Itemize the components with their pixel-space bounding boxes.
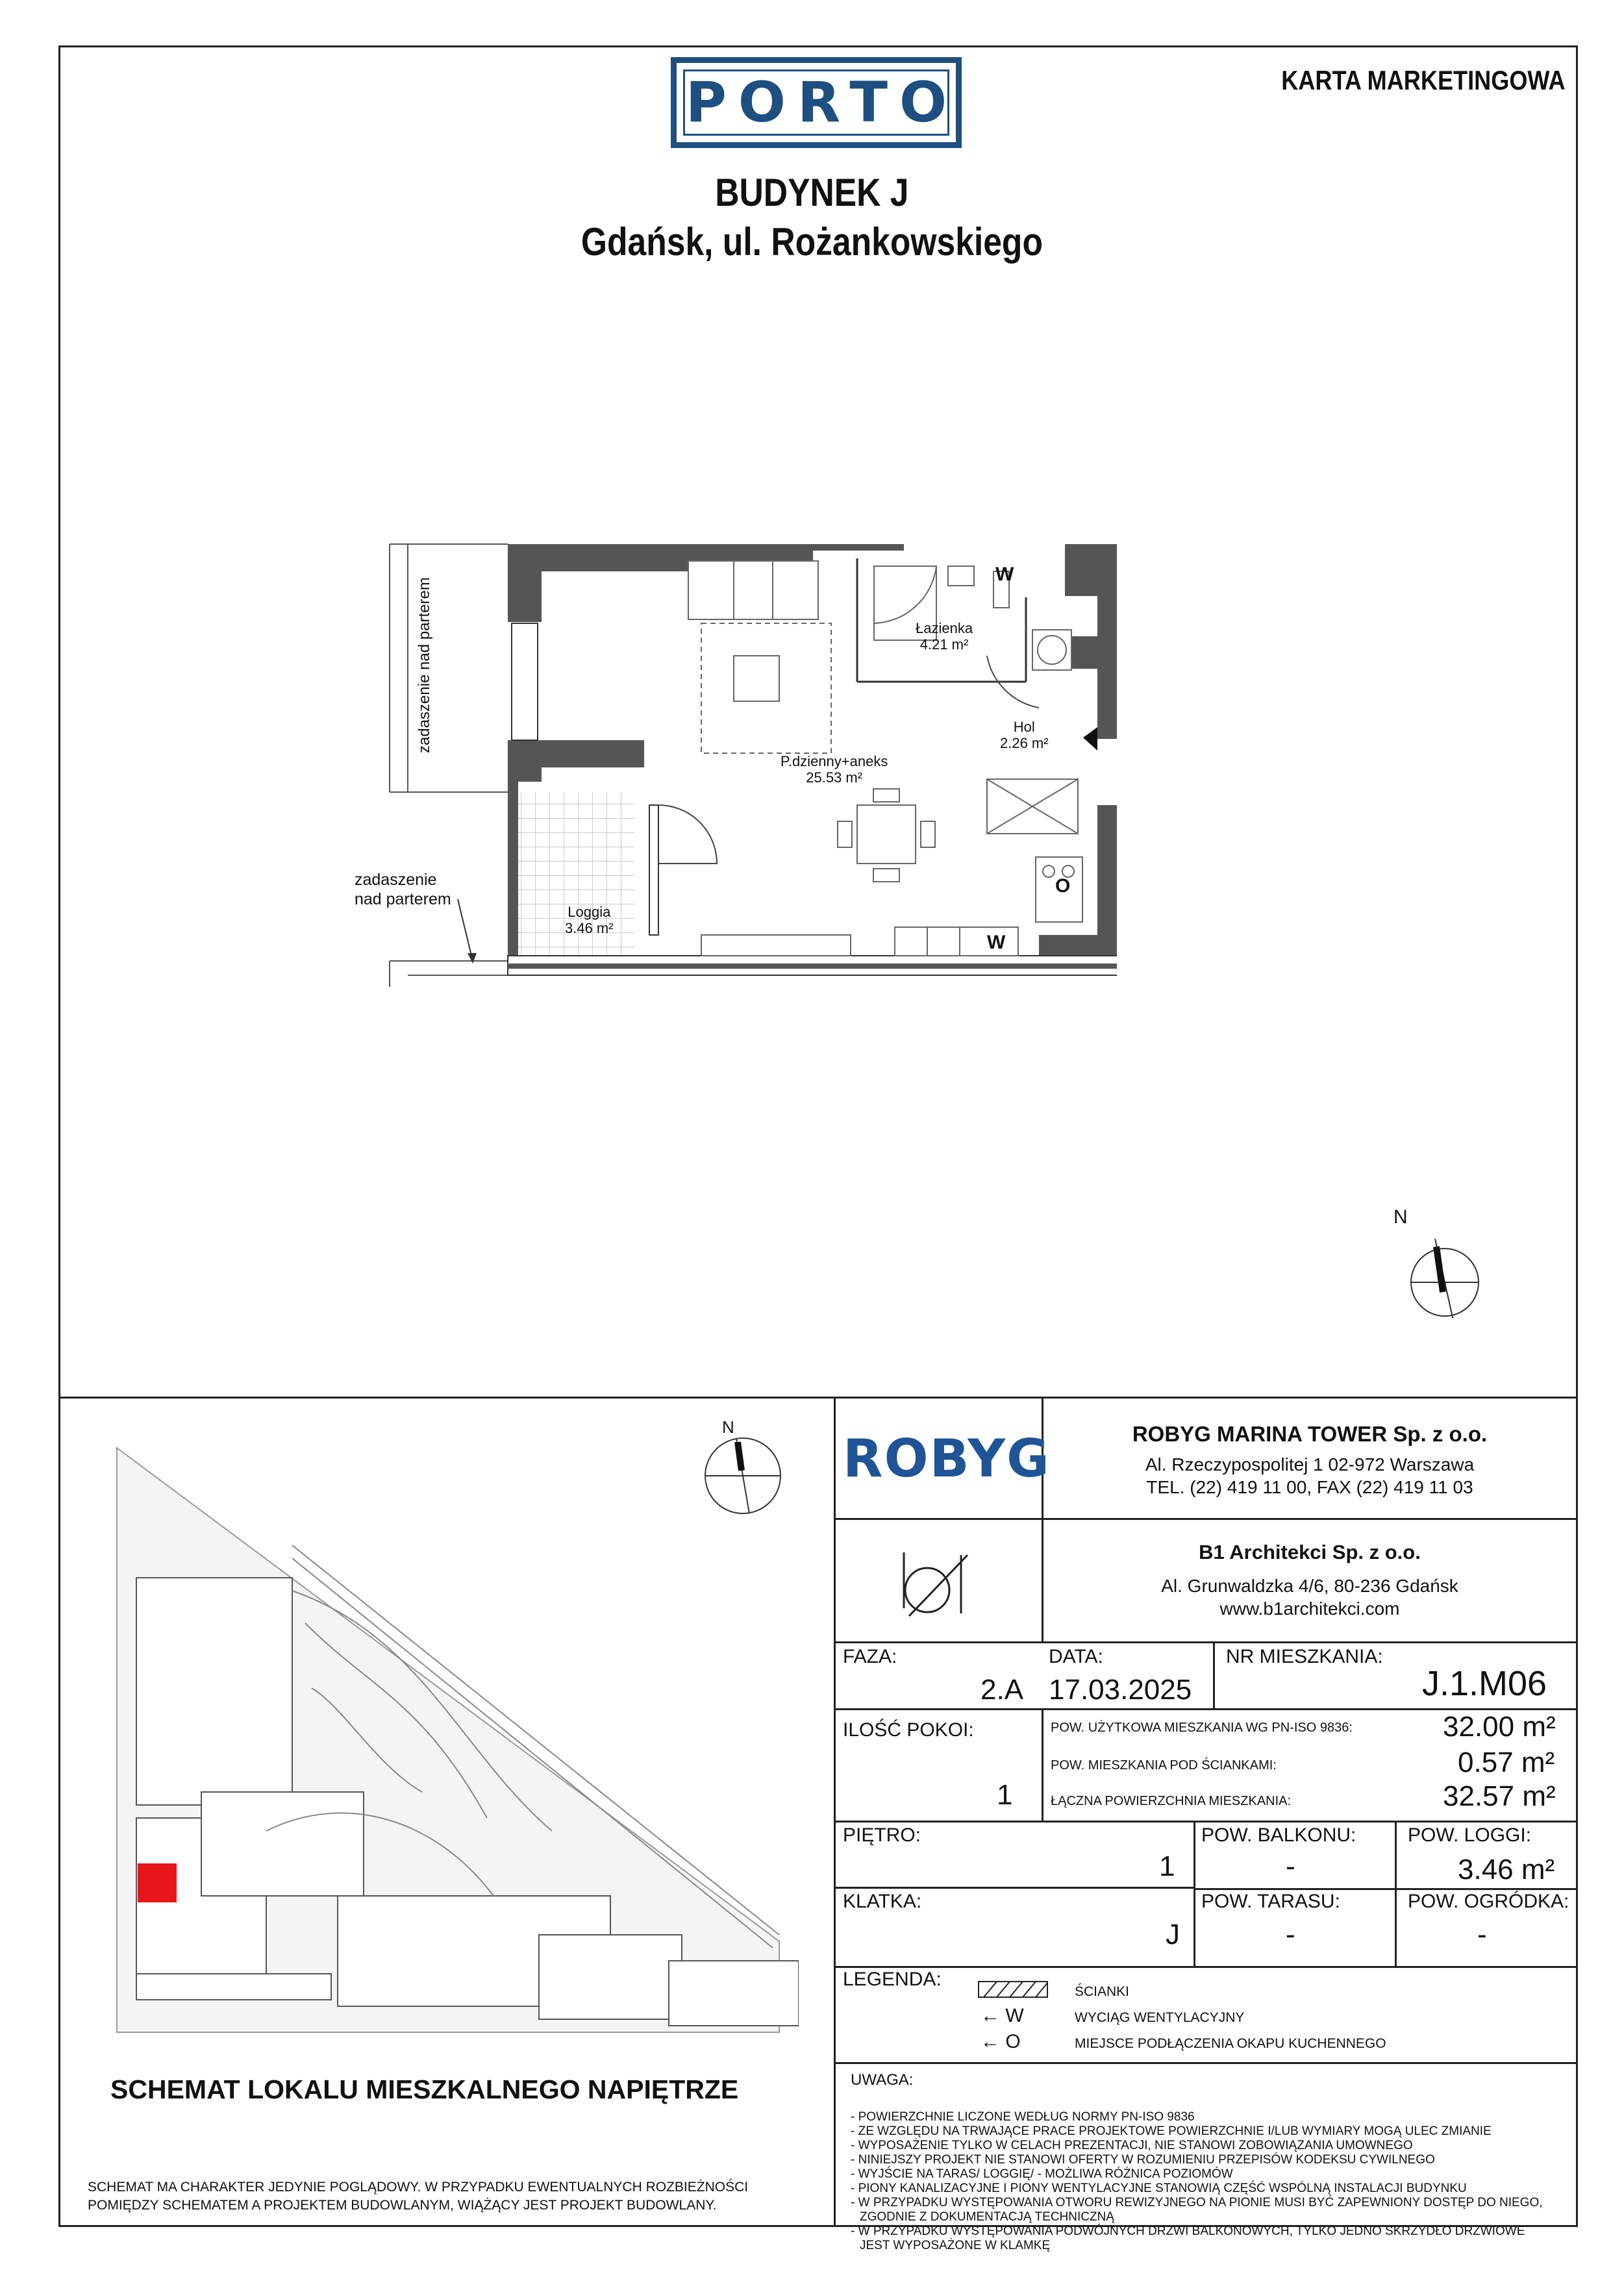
- divider: [1193, 1888, 1578, 1890]
- porto-logo: [671, 57, 962, 148]
- legend-arrow-o: ← O: [981, 2031, 1021, 2052]
- compass-icon: [1396, 1221, 1493, 1318]
- taras-value: -: [1286, 1919, 1295, 1950]
- divider: [834, 1397, 836, 2227]
- hood-mark: O: [1055, 875, 1071, 897]
- divider: [1213, 1641, 1215, 1708]
- balkon-value: -: [1286, 1850, 1295, 1882]
- room-pokoj: P.dzienny+aneks 25.53 m²: [781, 753, 888, 786]
- schema-compass-icon: [695, 1425, 786, 1516]
- divider: [834, 1966, 1578, 1968]
- building-title: BUDYNEK J: [715, 171, 909, 214]
- schema-disclaimer-1: SCHEMAT MA CHARAKTER JEDYNIE POGLĄDOWY. W PRZYPADKU EWENTUALNYCH ROZBIEŻNOŚCI: [88, 2180, 749, 2195]
- schema-disclaimer-2: POMIĘDZY SCHEMATEM A PROJEKTEM BUDOWLANYM, WIĄŻĄCY JEST PROJEKT BUDOWLANY.: [88, 2198, 717, 2213]
- divider: [1395, 1821, 1397, 1966]
- note-line: - NINIEJSZY PROJEKT NIE STANOWI OFERTY W ROZUMIENIU PRZEPISÓW KODEKSU CYWILNEGO: [851, 2153, 1435, 2167]
- divider: [1193, 1821, 1195, 1966]
- ogrodek-label: POW. OGRÓDKA:: [1408, 1891, 1569, 1912]
- divider: [834, 1708, 1578, 1710]
- pow-laczna-label: ŁĄCZNA POWIERZCHNIA MIESZKANIA:: [1051, 1794, 1292, 1808]
- note-line: - WYJŚCIE NA TARAS/ LOGGIĘ/ - MOŻLIWA RÓŻNICA POZIOMÓW: [851, 2167, 1233, 2181]
- room-lazienka: Łazienka 4.21 m²: [916, 620, 973, 653]
- schema-title: SCHEMAT LOKALU MIESZKALNEGO NAPIĘTRZE: [110, 2074, 739, 2104]
- developer-name: ROBYG MARINA TOWER Sp. z o.o.: [1132, 1422, 1488, 1446]
- porto-logo-text: PORTO: [685, 70, 959, 135]
- architect-web: www.b1architekci.com: [1219, 1599, 1400, 1619]
- note-line: ZGODNIE Z DOKUMENTACJĄ TECHNICZNĄ: [860, 2210, 1114, 2224]
- schema-compass-n: N: [722, 1417, 734, 1437]
- note-line: - POWIERZCHNIE LICZONE WEDŁUG NORMY PN-ISO 9836: [851, 2110, 1195, 2124]
- divider: [834, 1518, 1578, 1520]
- pokoje-label: ILOŚĆ POKOI:: [843, 1719, 974, 1741]
- pow-scianki-value: 0.57 m²: [1458, 1747, 1555, 1778]
- ogrodek-value: -: [1477, 1919, 1487, 1950]
- divider: [1042, 1708, 1043, 1821]
- room-loggia: Loggia 3.46 m²: [565, 904, 614, 936]
- faza-label: FAZA:: [843, 1646, 897, 1667]
- pietro-label: PIĘTRO:: [843, 1824, 921, 1846]
- canopy-pointer: [455, 896, 481, 967]
- legend-arrow-w: ← W: [981, 2005, 1024, 2026]
- klatka-label: KLATKA:: [843, 1891, 922, 1912]
- loggia-value: 3.46 m²: [1458, 1854, 1555, 1885]
- balkon-label: POW. BALKONU:: [1201, 1824, 1356, 1846]
- pow-uzytkowa-label: POW. UŻYTKOWA MIESZKANIA WG PN-ISO 9836:: [1051, 1721, 1353, 1735]
- legend-hood: MIEJSCE PODŁĄCZENIA OKAPU KUCHENNEGO: [1075, 2036, 1386, 2051]
- b1-logo-icon: [896, 1549, 987, 1620]
- notes-list: [851, 2110, 1543, 2253]
- data-label: DATA:: [1049, 1646, 1103, 1667]
- divider: [834, 2062, 1578, 2064]
- taras-label: POW. TARASU:: [1201, 1891, 1340, 1912]
- site-schema: [97, 1428, 799, 2052]
- architect-address: Al. Grunwaldzka 4/6, 80-236 Gdańsk: [1161, 1576, 1458, 1596]
- note-line: - WYPOSAŻENIE TYLKO W CELACH PREZENTACJI, NIE STANOWI ZOBOWIĄZANIA UMOWNEGO: [851, 2139, 1413, 2152]
- loggia-label: POW. LOGGI:: [1408, 1824, 1532, 1846]
- apartment-highlight: [138, 1863, 177, 1902]
- walls-hatch-icon: [977, 1980, 1049, 2000]
- klatka-value: J: [1166, 1919, 1180, 1950]
- notes-title: UWAGA:: [851, 2071, 914, 2089]
- card-type: KARTA MARKETINGOWA: [1281, 65, 1566, 95]
- robyg-logo: ROBYG: [843, 1428, 1051, 1489]
- divider: [834, 1887, 1193, 1889]
- room-hol: Hol 2.26 m²: [1000, 719, 1049, 751]
- canopy-left-label: zadaszenie nad parterem: [355, 871, 451, 908]
- developer-phone: TEL. (22) 419 11 00, FAX (22) 419 11 03: [1146, 1477, 1473, 1497]
- note-line: - W PRZYPADKU WYSTĘPOWANIA PODWÓJNYCH DRZWI BALKONOWYCH, TYLKO JEDNO SKRZYDŁO DRZWIOWE: [851, 2224, 1525, 2238]
- pow-uzytkowa-value: 32.00 m²: [1443, 1711, 1556, 1743]
- pokoje-value: 1: [997, 1779, 1013, 1811]
- divider: [834, 1641, 1578, 1643]
- nr-label: NR MIESZKANIA:: [1226, 1646, 1383, 1667]
- pietro-value: 1: [1159, 1850, 1175, 1882]
- faza-value: 2.A: [981, 1674, 1024, 1706]
- note-line: JEST WYPOSAŻONE W KLAMKĘ: [860, 2239, 1051, 2252]
- vent-mark-kitchen: W: [987, 932, 1006, 953]
- note-line: - ZE WZGLĘDU NA TRWAJĄCE PRACE PROJEKTOWE POWIERZCHNIE I/LUB WYMIARY MOGĄ ULEC ZMIANIE: [851, 2124, 1492, 2138]
- address-title: Gdańsk, ul. Rożankowskiego: [581, 220, 1043, 264]
- legend-walls: ŚCIANKI: [1075, 1984, 1130, 1999]
- entrance-arrow: [1083, 727, 1097, 751]
- note-line: - W PRZYPADKU WYSTĘPOWANIA OTWORU REWIZYJNEGO NA PIONIE MUSI BYĆ ZAPEWNIONY DOSTĘP DO NIEGO,: [851, 2196, 1543, 2209]
- vent-mark-bath: W: [995, 564, 1014, 585]
- data-value: 17.03.2025: [1049, 1674, 1192, 1706]
- pow-laczna-value: 32.57 m²: [1443, 1780, 1556, 1812]
- canopy-vertical-label: zadaszenie nad parterem: [416, 577, 433, 753]
- architect-name: B1 Architekci Sp. z o.o.: [1199, 1541, 1421, 1563]
- nr-value: J.1.M06: [1422, 1664, 1547, 1703]
- developer-address: Al. Rzeczypospolitej 1 02-972 Warszawa: [1145, 1454, 1475, 1474]
- canopy-outline: [390, 544, 508, 987]
- divider: [834, 1821, 1578, 1823]
- divider: [58, 1397, 1578, 1399]
- legend-title: LEGENDA:: [843, 1969, 942, 1990]
- legend-vent: WYCIĄG WENTYLACYJNY: [1075, 2010, 1245, 2025]
- compass-n: N: [1393, 1206, 1408, 1228]
- note-line: - PIONY KANALIZACYJNE I PIONY WENTYLACYJNE STANOWIĄ CZĘŚĆ WSPÓLNĄ INSTALACJI BUDYNKU: [851, 2182, 1467, 2195]
- pow-scianki-label: POW. MIESZKANIA POD ŚCIANKAMI:: [1051, 1758, 1277, 1773]
